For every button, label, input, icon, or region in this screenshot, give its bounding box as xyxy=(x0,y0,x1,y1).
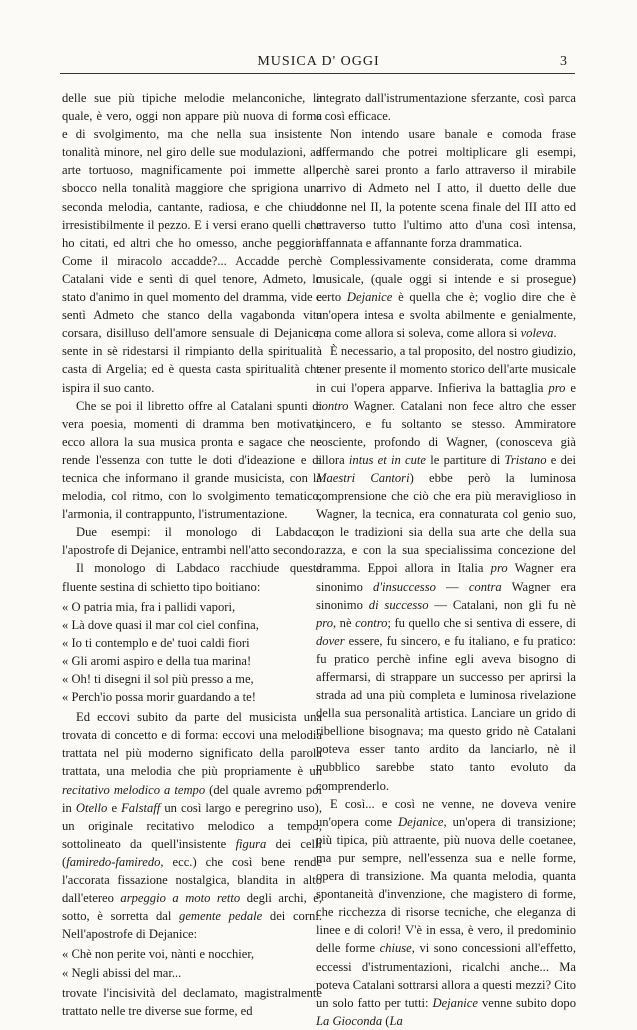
verse-block-dejanice xyxy=(62,945,322,981)
paragraph: integrato dall'istrumentazione sferzante, così parca e così efficace. xyxy=(316,91,576,124)
paragraph: E così... e così ne venne, ne doveva venire un'opera come Dejanice, un'opera di transizione; più tipica, più attraente, più nuova delle coetanee, ma pur sempre, nell'essenza sua e nelle forme, opera di transizione. Ma quanta melodia, quanta spontaneità d'invenzione, che magistero di forme, che ricchezza di risorse tecniche, che eleganza di linee e di colori! V'è in essa, è vero, il predominio delle forme chiuse, vi sono concessioni all'effetto, eccessi d'istrumentazioni, ricalchi anche... Ma poteva Catalani sottrarsi allora a questi mezzi? Cito un solo fatto per tutti: Dejanice venne subito dopo La Gioconda (La xyxy=(316,796,576,1028)
paragraph: delle sue più tipiche melodie melanconiche, la quale, è vero, oggi non appare più nuova di forma e di svolgimento, ma che nella sua insistente tonalità minore, nel giro delle sue modulazioni, ad arte tortuoso, magnificamente poi immette allo sbocco nella tonalità maggiore che sprigiona una seconda melodia, cantante, radiosa, e che chiude irresistibilmente il pezzo. E i versi erano quelli che ho citati, ed altri che ho omesso, anche peggiori. Come il miracolo accadde?... Accadde perchè Catalani vide e sentì di quel tenore, Admeto, lo stato d'animo in quel momento del dramma, vide e sentì Admeto che stanco della vagabonda vita corsara, disilluso dell'amore sensuale di Dejanice, sente in sè ridestarsi il rimpianto della spiritualità casta di Argelia; ed è questa casta spiritualità che ispira il suo canto. xyxy=(62,91,322,395)
verse-line: « Gli aromi aspiro e della tua marina! xyxy=(62,653,252,668)
paragraph: Non intendo usare banale e comoda frase affermando che potrei moltiplicare gli esempi, perchè sarei pronto a farlo attraverso il mirabile arrivo di Admeto nel I atto, il duetto delle due donne nel II, la potente scena finale del III atto ed attraverso tutto l'ultimo atto d'una così intensa, affannata e affannante forza drammatica. xyxy=(316,127,576,250)
paragraph: trovate l'incisività del declamato, magistralmente trattato nelle tre diverse sue forme, ed xyxy=(62,985,322,1018)
right-column xyxy=(316,89,576,1030)
paragraph: Complessivamente considerata, come dramma musicale, (quale oggi si intende e si prosegue) certo Dejanice è quella che è; voglio dire che è un'opera intesa e svolta abilmente e genialmente, ma come allora si soleva, come allora si voleva. xyxy=(316,253,576,341)
left-column xyxy=(62,89,322,1020)
paragraph: Il monologo di Labdaco racchiude questa fluente sestina di schietto tipo boitiano: xyxy=(62,561,322,594)
paragraph: Due esempi: il monologo di Labdaco, l'apostrofe di Dejanice, entrambi nell'atto secondo. xyxy=(62,525,322,558)
verse-line: « Io ti contemplo e de' tuoi caldi fiori xyxy=(62,635,250,650)
verse-line: « Perch'io possa morir guardando a te! xyxy=(62,690,256,705)
paragraph: Che se poi il libretto offre al Catalani spunti di vera poesia, momenti di dramma ben motivati, ecco allora la sua musica pronta e sagace che ne rende l'essenza con tutte le doti d'ideazione e di tecnica che informano il grande musicista, con la melodia, col ritmo, con lo svolgimento tematico, l'armonia, il contrappunto, l'istrumentazione. xyxy=(62,398,322,522)
verse-line: « Oh! ti disegni il sol più presso a me, xyxy=(62,672,254,686)
verse-line: « O patria mia, fra i pallidi vapori, xyxy=(62,599,236,614)
paragraph: Ed eccovi subito da parte del musicista una trovata di concetto e di forma: eccovi una melodia trattata nel più moderno significato della parola trattata, una melodia che più propriamente è un recitativo melodico a tempo (del quale avremo poi in Otello e Falstaff un così largo e peregrino uso), un originale recitativo melodico a tempo, sottolineato da quell'insistente figura dei celli (famiredo-famiredo, ecc.) che così bene rende l'accorata fissazione nostalgica, blandita in alto dall'etereo arpeggio a moto retto degli archi, e, sotto, è sorretta dal gemente pedale dei corni. Nell'apostrofe di Dejanice: xyxy=(62,710,323,942)
verse-line: « Chè non perite voi, nànti e nocchier, xyxy=(62,947,255,962)
page-number: 3 xyxy=(560,54,567,69)
paragraph: È necessario, a tal proposito, del nostro giudizio, tener presente il momento storico dell'arte musicale in cui l'opera apparve. Infieriva la battaglia pro e contro Wagner. Catalani non fece altro che esser sincero, e fu soltanto se stesso. Ammiratore cosciente, profondo di Wagner, (conosceva già allora intus et in cute le partiture di Tristano e dei Maestri Cantori) ebbe però la luminosa comprensione che ciò che era più meraviglioso in Wagner, la tecnica, era connaturata col genio suo, con le tradizioni sia della sua arte che della sua razza, e con la sua specialissima concezione del dramma. Eppoi allora in Italia pro Wagner era sinonimo d'insuccesso — contra Wagner era sinonimo di successo — Catalani, non gli fu nè pro, nè contro; fu quello che si sentiva di essere, di dover essere, fu sincero, e fu italiano, e fu pratico: fu pratico perchè infine egli aveva bisogno di affermarsi, di strappare un successo per aprirsi la strada ad una più completa e luminosa rivelazione della sua personalità artistica. Lanciare un grido di ribellione bisognava; ma questo grido nè Catalani poteva esser tanto ardito da lanciarlo, nè il pubblico sarebbe stato tanto evoluto da comprenderlo. xyxy=(316,344,577,793)
page-header xyxy=(0,46,637,74)
running-title: MUSICA D' OGGI xyxy=(257,54,380,69)
header-rule xyxy=(60,73,575,74)
verse-line: « Negli abissi del mar... xyxy=(62,965,182,980)
verse-line: « Là dove quasi il mar col ciel confina, xyxy=(62,617,259,632)
verse-block-labdaco xyxy=(62,598,322,707)
